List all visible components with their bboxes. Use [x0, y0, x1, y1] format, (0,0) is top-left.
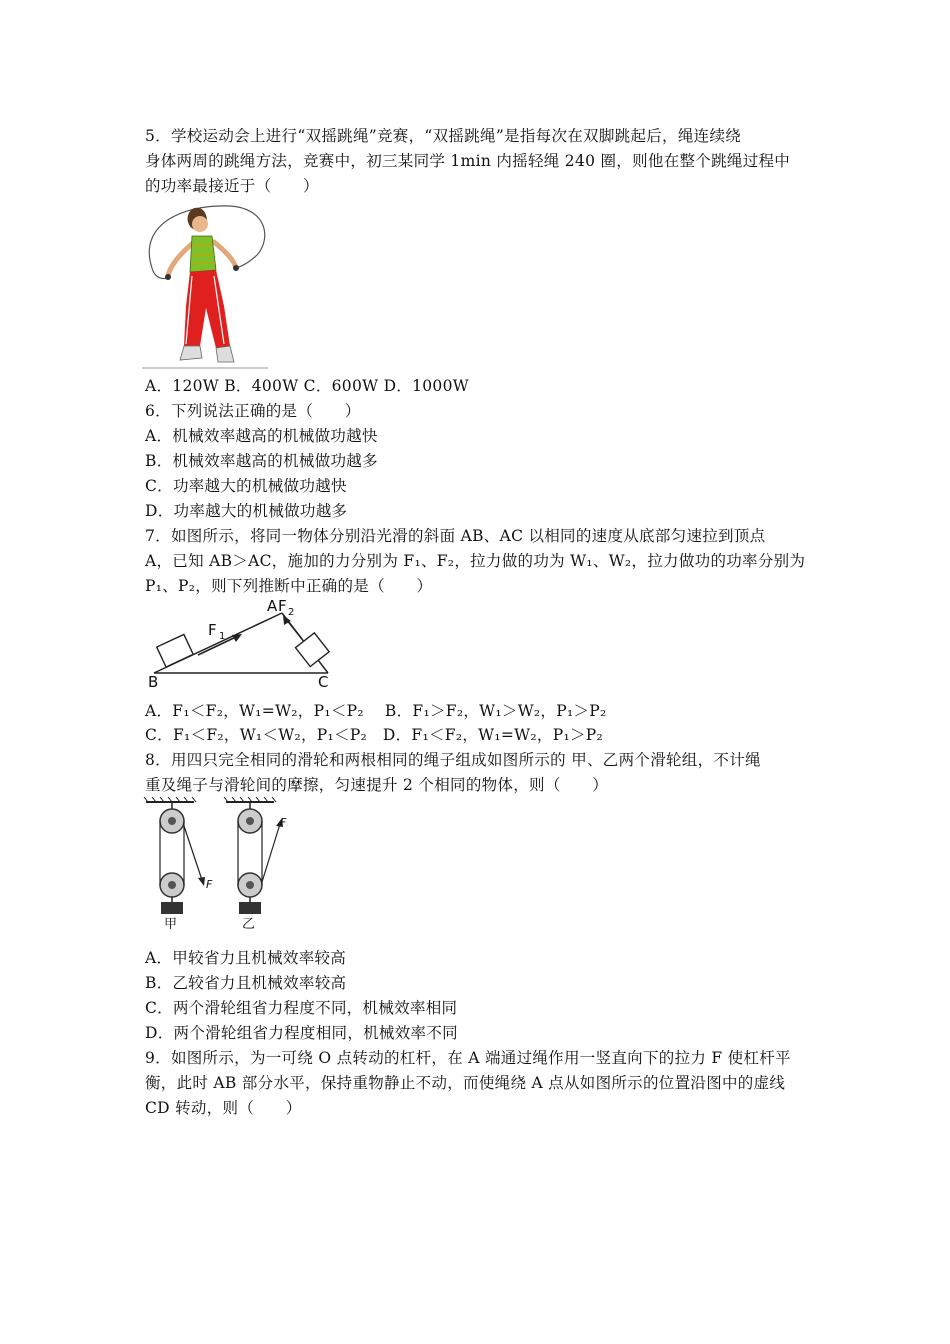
q8-option-c: C．两个滑轮组省力程度不同，机械效率相同	[145, 999, 458, 1017]
q7-stem-line-3: P₁、P₂，则下列推断中正确的是（ ）	[145, 577, 433, 595]
vertex-c-label: C	[318, 673, 329, 689]
q9-stem-line-2: 衡，此时 AB 部分水平，保持重物静止不动，而使绳绕 A 点从如图所示的位置沿图中的虚线	[145, 1074, 786, 1092]
q7-options-ab: A．F₁＜F₂，W₁=W₂，P₁＜P₂ B．F₁＞F₂，W₁＞W₂，P₁＞P₂	[145, 702, 607, 720]
q6-option-d: D．功率越大的机械做功越多	[145, 502, 348, 520]
f1-arrow	[198, 636, 238, 655]
pulley-systems-diagram	[142, 796, 292, 934]
q5-stem-line-2: 身体两周的跳绳方法，竞赛中，初三某同学 1min 内摇轻绳 240 圈，则他在整个跳绳过程中	[145, 152, 791, 170]
f1-label: F	[208, 621, 217, 639]
f2-label: F	[278, 597, 287, 615]
q7-options-cd: C．F₁＜F₂，W₁＜W₂，P₁＜P₂ D．F₁＜F₂，W₁=W₂，P₁＞P₂	[145, 726, 603, 744]
q6-option-a: A．机械效率越高的机械做功越快	[145, 427, 378, 445]
vertex-b-label: B	[148, 673, 159, 689]
q5-stem-line-1: 5．学校运动会上进行“双摇跳绳”竞赛，“双摇跳绳”是指每次在双脚跳起后，绳连续绕	[145, 127, 742, 145]
f2-subscript: 2	[288, 607, 295, 618]
yi-label: 乙	[242, 917, 256, 932]
q5-options: A．120W B．400W C．600W D．1000W	[145, 377, 469, 395]
q8-stem-line-1: 8．用四只完全相同的滑轮和两根相同的绳子组成如图所示的 甲、乙两个滑轮组，不计绳	[145, 751, 761, 769]
pulley-system-yi	[238, 802, 287, 932]
yi-force-label: F	[280, 816, 287, 829]
q8-option-a: A．甲较省力且机械效率较高	[145, 949, 347, 967]
f1-subscript: 1	[219, 631, 226, 642]
block-on-ab	[157, 634, 193, 667]
vertex-a-label: A	[267, 597, 278, 615]
q7-stem-line-2: A，已知 AB＞AC，施加的力分别为 F₁、F₂，拉力做的功为 W₁、W₂，拉力做功的功率分别为	[145, 552, 806, 570]
q8-option-d: D．两个滑轮组省力程度相同，机械效率不同	[145, 1024, 458, 1042]
q9-stem-line-3: CD 转动，则（ ）	[145, 1099, 302, 1117]
q5-stem-line-3: 的功率最接近于（ ）	[145, 177, 319, 195]
q9-stem-line-1: 9．如图所示，为一可绕 O 点转动的杠杆，在 A 端通过绳作用一竖直向下的拉力 F 使杠杆平	[145, 1049, 791, 1067]
rope-jumper-image	[140, 196, 275, 372]
q8-stem-line-2: 重及绳子与滑轮间的摩擦，匀速提升 2 个相同的物体，则（ ）	[145, 776, 609, 794]
incline-diagram	[142, 597, 342, 689]
jia-force-label: F	[206, 878, 213, 891]
q8-option-b: B．乙较省力且机械效率较高	[145, 974, 347, 992]
q6-stem: 6．下列说法正确的是（ ）	[145, 402, 361, 420]
q6-option-c: C．功率越大的机械做功越快	[145, 477, 347, 495]
q6-option-b: B．机械效率越高的机械做功越多	[145, 452, 378, 470]
jia-label: 甲	[164, 917, 178, 932]
pulley-system-jia	[160, 802, 213, 932]
q7-stem-line-1: 7．如图所示，将同一物体分别沿光滑的斜面 AB、AC 以相同的速度从底部匀速拉到顶点	[145, 527, 766, 545]
